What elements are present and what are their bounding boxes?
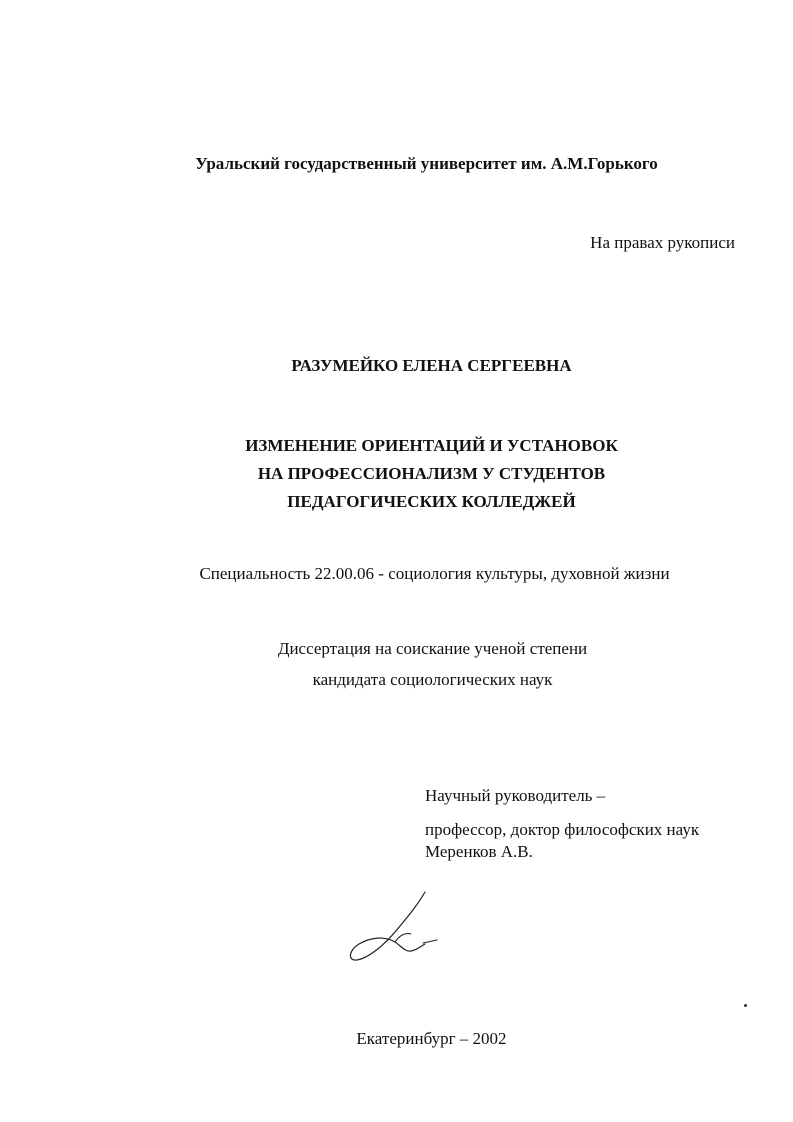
degree-statement	[36, 633, 793, 695]
author-name: РАЗУМЕЙКО ЕЛЕНА СЕРГЕЕВНА	[291, 356, 572, 375]
advisor-block	[425, 785, 699, 863]
dissertation-title	[35, 432, 793, 516]
title-line: ИЗМЕНЕНИЕ ОРИЕНТАЦИЙ И УСТАНОВОК	[245, 436, 618, 455]
rights-note: На правах рукописи	[590, 233, 735, 252]
title-line: ПЕДАГОГИЧЕСКИХ КОЛЛЕДЖЕЙ	[287, 492, 576, 511]
university-name: Уральский государственный университет им. А.М.Горького	[195, 154, 658, 173]
advisor-name: Меренков А.В.	[425, 842, 533, 861]
advisor-label: Научный руководитель –	[425, 786, 606, 805]
advisor-position: профессор, доктор философских наук	[425, 820, 700, 839]
city-year: Екатеринбург – 2002	[356, 1029, 507, 1048]
scan-speck	[744, 1004, 747, 1007]
degree-line: Диссертация на соискание ученой степени	[277, 639, 588, 658]
degree-line: кандидата социологических наук	[312, 670, 553, 689]
title-line: НА ПРОФЕССИОНАЛИЗМ У СТУДЕНТОВ	[257, 464, 606, 483]
handwritten-signature	[345, 888, 445, 968]
specialty-line: Специальность 22.00.06 - социология культуры, духовной жизни	[199, 564, 670, 583]
